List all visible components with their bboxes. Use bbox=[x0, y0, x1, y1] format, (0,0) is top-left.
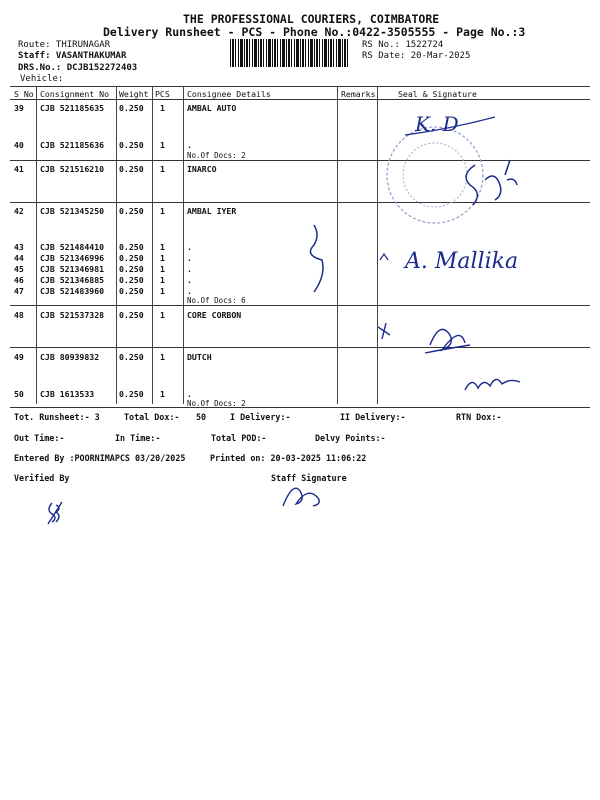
row-sno: 44 bbox=[14, 253, 24, 263]
row-pcs: 1 bbox=[160, 286, 165, 296]
row-weight: 0.250 bbox=[119, 206, 144, 216]
row-weight: 0.250 bbox=[119, 253, 144, 263]
row-pcs: 1 bbox=[160, 389, 165, 399]
row-consignment: CJB 1613533 bbox=[40, 389, 95, 399]
total-dox-value: 50 bbox=[196, 412, 207, 422]
table-top-rule bbox=[10, 86, 590, 87]
row-weight: 0.250 bbox=[119, 310, 144, 320]
signature-core-icon bbox=[370, 315, 490, 360]
row-consignment: CJB 521483960 bbox=[40, 286, 105, 296]
row-sno: 41 bbox=[14, 164, 24, 174]
row-sno: 43 bbox=[14, 242, 24, 252]
row-consignee: . bbox=[187, 389, 192, 399]
column-divider bbox=[36, 86, 37, 404]
verified-by: Verified By bbox=[14, 473, 70, 483]
printed-on: Printed on: 20-03-2025 11:06:22 bbox=[210, 453, 367, 463]
row-consignment: CJB 521185635 bbox=[40, 103, 105, 113]
row-sno: 40 bbox=[14, 140, 24, 150]
row-weight: 0.250 bbox=[119, 264, 144, 274]
in-time: In Time:- bbox=[115, 433, 161, 443]
docs-count: No.Of Docs: 2 bbox=[187, 151, 246, 160]
row-weight: 0.250 bbox=[119, 275, 144, 285]
column-divider bbox=[183, 86, 184, 404]
signature-kd-text: K. D bbox=[415, 112, 459, 136]
signature-dutch-icon bbox=[460, 368, 530, 398]
barcode-icon bbox=[230, 39, 350, 67]
col-header-pcs: PCS bbox=[155, 89, 170, 99]
row-pcs: 1 bbox=[160, 206, 165, 216]
route-label: Route: THIRUNAGAR bbox=[18, 40, 111, 50]
row-sno: 47 bbox=[14, 286, 24, 296]
signature-kd-icon bbox=[400, 105, 500, 140]
group-rule bbox=[10, 347, 590, 348]
row-consignment: CJB 521185636 bbox=[40, 140, 105, 150]
entered-by: Entered By :POORNIMAPCS 03/20/2025 bbox=[14, 453, 186, 463]
col-header-weight: Weight bbox=[119, 89, 149, 99]
row-weight: 0.250 bbox=[119, 164, 144, 174]
column-divider bbox=[116, 86, 117, 404]
staff-label: Staff: VASANTHAKUMAR bbox=[18, 51, 127, 61]
row-weight: 0.250 bbox=[119, 242, 144, 252]
row-consignee: AMBAL IYER bbox=[187, 206, 237, 216]
row-sno: 48 bbox=[14, 310, 24, 320]
header-rule bbox=[10, 99, 590, 100]
row-weight: 0.250 bbox=[119, 103, 144, 113]
signature-scribble-icon bbox=[455, 155, 525, 215]
drs-number: DRS.No.: DCJB152272403 bbox=[18, 63, 138, 73]
row-consignment: CJB 521346996 bbox=[40, 253, 105, 263]
row-sno: 45 bbox=[14, 264, 24, 274]
row-consignment: CJB 521537328 bbox=[40, 310, 105, 320]
row-consignment: CJB 521345250 bbox=[40, 206, 105, 216]
row-consignee: INARCO bbox=[187, 164, 217, 174]
row-consignment: CJB 80939832 bbox=[40, 352, 100, 362]
row-pcs: 1 bbox=[160, 264, 165, 274]
signature-mallika-icon bbox=[300, 220, 540, 300]
i-delivery: I Delivery:- bbox=[230, 412, 291, 422]
row-consignee: . bbox=[187, 275, 192, 285]
rtn-dox: RTN Dox:- bbox=[456, 412, 502, 422]
row-weight: 0.250 bbox=[119, 389, 144, 399]
runsheet-title: Delivery Runsheet - PCS - Phone No.:0422-3505555 - Page No.:3 bbox=[103, 25, 526, 39]
docs-count: No.Of Docs: 6 bbox=[187, 296, 246, 305]
total-runsheet: Tot. Runsheet:- 3 bbox=[14, 412, 100, 422]
row-pcs: 1 bbox=[160, 253, 165, 263]
row-pcs: 1 bbox=[160, 310, 165, 320]
out-time: Out Time:- bbox=[14, 433, 65, 443]
row-pcs: 1 bbox=[160, 140, 165, 150]
col-header-sno: S No bbox=[14, 89, 34, 99]
delvy-points: Delvy Points:- bbox=[315, 433, 386, 443]
docs-count: No.Of Docs: 2 bbox=[187, 399, 246, 408]
row-consignee: . bbox=[187, 140, 192, 150]
row-consignment: CJB 521346885 bbox=[40, 275, 105, 285]
staff-signature-icon bbox=[278, 476, 328, 511]
total-pod: Total POD:- bbox=[211, 433, 267, 443]
row-sno: 49 bbox=[14, 352, 24, 362]
row-consignee: . bbox=[187, 253, 192, 263]
row-consignment: CJB 521484410 bbox=[40, 242, 105, 252]
col-header-consignee: Consignee Details bbox=[187, 89, 271, 99]
row-sno: 50 bbox=[14, 389, 24, 399]
rs-number: RS No.: 1522724 bbox=[362, 40, 444, 50]
row-consignee: AMBAL AUTO bbox=[187, 103, 237, 113]
row-sno: 42 bbox=[14, 206, 24, 216]
row-consignee: . bbox=[187, 286, 192, 296]
row-consignment: CJB 521346981 bbox=[40, 264, 105, 274]
row-pcs: 1 bbox=[160, 352, 165, 362]
signature-mallika-text: A. Mallika bbox=[405, 249, 519, 274]
verifier-initials-icon bbox=[44, 500, 66, 526]
row-consignee: . bbox=[187, 242, 192, 252]
row-weight: 0.250 bbox=[119, 140, 144, 150]
col-header-seal: Seal & Signature bbox=[398, 89, 477, 99]
ii-delivery: II Delivery:- bbox=[340, 412, 406, 422]
row-pcs: 1 bbox=[160, 103, 165, 113]
row-consignment: CJB 521516210 bbox=[40, 164, 105, 174]
row-pcs: 1 bbox=[160, 275, 165, 285]
row-consignee: DUTCH bbox=[187, 352, 212, 362]
table-bottom-rule bbox=[10, 407, 590, 408]
staff-signature-label: Staff Signature bbox=[271, 473, 347, 483]
company-title: THE PROFESSIONAL COURIERS, COIMBATORE bbox=[183, 12, 440, 26]
col-header-consignment: Consignment No bbox=[40, 89, 110, 99]
row-consignee: . bbox=[187, 264, 192, 274]
total-dox-label: Total Dox:- bbox=[124, 412, 180, 422]
row-weight: 0.250 bbox=[119, 286, 144, 296]
row-sno: 39 bbox=[14, 103, 24, 113]
col-header-remarks: Remarks bbox=[341, 89, 376, 99]
row-sno: 46 bbox=[14, 275, 24, 285]
rs-date: RS Date: 20-Mar-2025 bbox=[362, 51, 471, 61]
group-rule bbox=[10, 305, 590, 306]
row-weight: 0.250 bbox=[119, 352, 144, 362]
vehicle-label: Vehicle: bbox=[20, 74, 64, 84]
row-pcs: 1 bbox=[160, 242, 165, 252]
row-consignee: CORE CORBON bbox=[187, 310, 242, 320]
column-divider bbox=[152, 86, 153, 404]
row-pcs: 1 bbox=[160, 164, 165, 174]
